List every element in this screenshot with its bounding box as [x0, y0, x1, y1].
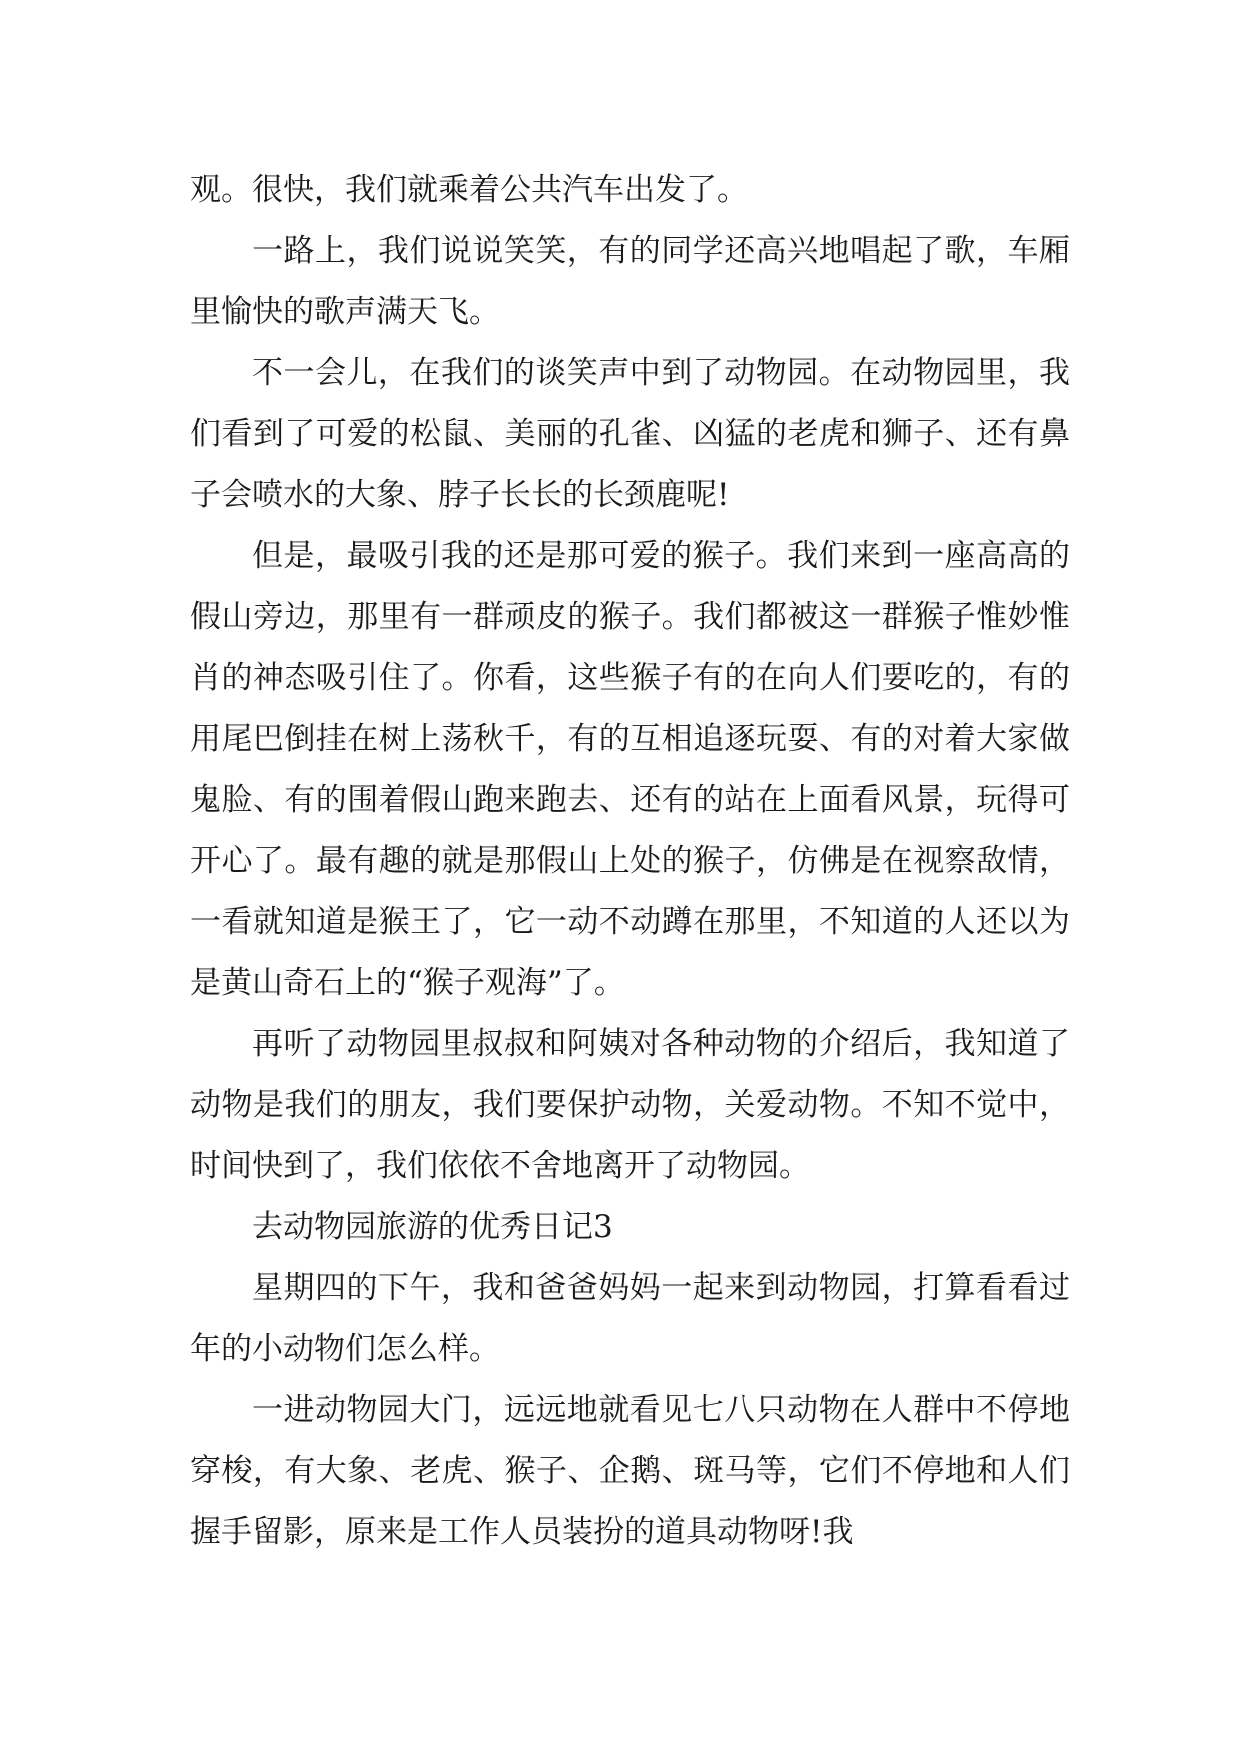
paragraph-continuation: 观。很快，我们就乘着公共汽车出发了。 — [190, 172, 748, 208]
paragraph: 再听了动物园里叔叔和阿姨对各种动物的介绍后，我知道了动物是我们的朋友，我们要保护动物，关爱动物。不知不觉中，时间快到了，我们依依不舍地离开了动物园。 — [190, 1026, 1070, 1184]
paragraph: 不一会儿，在我们的谈笑声中到了动物园。在动物园里，我们看到了可爱的松鼠、美丽的孔雀、凶猛的老虎和狮子、还有鼻子会喷水的大象、脖子长长的长颈鹿呢! — [190, 355, 1070, 513]
section-heading: 去动物园旅游的优秀日记3 — [252, 1209, 613, 1245]
paragraph: 一路上，我们说说笑笑，有的同学还高兴地唱起了歌，车厢里愉快的歌声满天飞。 — [190, 233, 1070, 330]
paragraph: 星期四的下午，我和爸爸妈妈一起来到动物园，打算看看过年的小动物们怎么样。 — [190, 1270, 1070, 1367]
document-body — [190, 160, 1070, 1563]
paragraph: 一进动物园大门，远远地就看见七八只动物在人群中不停地穿梭，有大象、老虎、猴子、企鹅、斑马等，它们不停地和人们握手留影，原来是工作人员装扮的道具动物呀!我 — [190, 1392, 1070, 1550]
paragraph: 但是，最吸引我的还是那可爱的猴子。我们来到一座高高的假山旁边，那里有一群顽皮的猴子。我们都被这一群猴子惟妙惟肖的神态吸引住了。你看，这些猴子有的在向人们要吃的，有的用尾巴倒挂在树上荡秋千，有的互相追逐玩耍、有的对着大家做鬼脸、有的围着假山跑来跑去、还有的站在上面看风景，玩得可开心了。最有趣的就是那假山上处的猴子，仿佛是在视察敌情，一看就知道是猴王了，它一动不动蹲在那里，不知道的人还以为是黄山奇石上的“猴子观海”了。 — [190, 538, 1070, 1001]
